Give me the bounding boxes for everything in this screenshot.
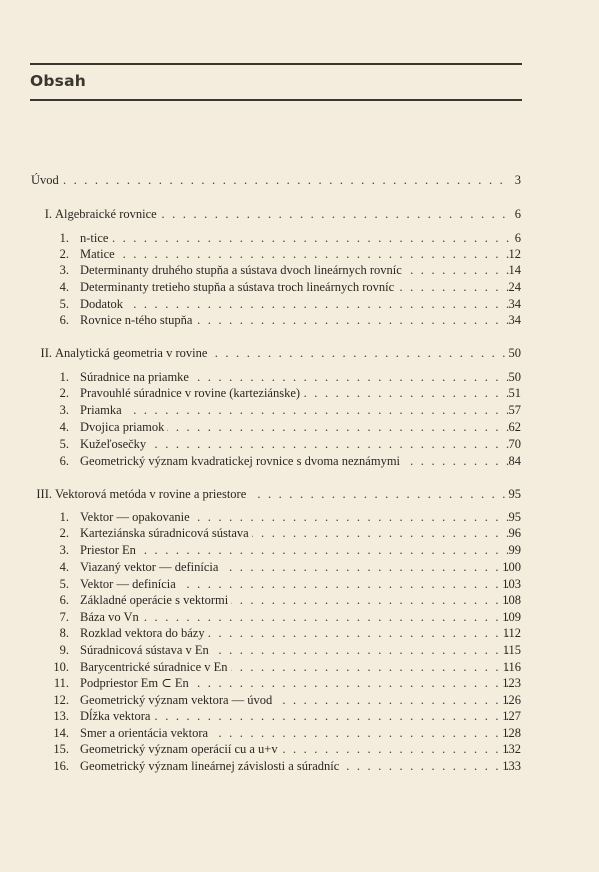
toc-entry-leader xyxy=(80,708,509,724)
toc-entry-leader xyxy=(80,402,509,418)
toc-entry-leader xyxy=(80,625,509,641)
toc-entry-page: 34 xyxy=(508,297,521,311)
toc-entry[interactable] xyxy=(0,525,599,541)
toc-entry-leader xyxy=(80,642,509,658)
toc-entry-title: Geometrický význam operácií cu a u+v xyxy=(80,742,281,756)
toc-entry-page: 128 xyxy=(502,726,521,740)
toc-entry-page: 100 xyxy=(502,560,521,574)
toc-entry-page: 95 xyxy=(508,487,521,501)
toc-entry-title: Základné operácie s vektormi xyxy=(80,593,231,607)
toc-entry[interactable] xyxy=(0,246,599,262)
toc-entry-leader xyxy=(80,741,509,757)
toc-entry[interactable] xyxy=(0,542,599,558)
toc-entry-title: Priamka xyxy=(80,403,125,417)
toc-entry-title: Súradnicová sústava v En xyxy=(80,643,212,657)
toc-entry-page: 70 xyxy=(508,437,521,451)
toc-entry-number: 6. xyxy=(59,313,69,327)
toc-entry-title: Determinanty druhého stupňa a sústava dvoch lineárnych rovníc xyxy=(80,263,405,277)
toc-entry-title: Vektor — definícia xyxy=(80,577,179,591)
toc-entry-title: Geometrický význam vektora — úvod xyxy=(80,693,275,707)
toc-entry[interactable] xyxy=(0,758,599,774)
toc-entry-number: 2. xyxy=(59,386,69,400)
toc-entry-leader xyxy=(80,262,509,278)
toc-entry-title: Rozklad vektora do bázy xyxy=(80,626,208,640)
toc-entry-leader xyxy=(80,369,509,385)
toc-entry-title: Determinanty tretieho stupňa a sústava troch lineárnych rovníc xyxy=(80,280,397,294)
toc-entry[interactable] xyxy=(0,741,599,757)
toc-entry-leader xyxy=(80,758,509,774)
toc-entry[interactable] xyxy=(0,642,599,658)
toc-entry-number: 10. xyxy=(53,660,69,674)
toc-entry-number: 2. xyxy=(59,247,69,261)
toc-entry-title: n-tice xyxy=(80,231,111,245)
toc-entry-page: 103 xyxy=(502,577,521,591)
toc-entry-page: 51 xyxy=(508,386,521,400)
toc-entry-number: II. xyxy=(40,346,52,360)
toc-entry[interactable] xyxy=(0,345,599,361)
toc-entry-page: 133 xyxy=(502,759,521,773)
toc-entry-number: 6. xyxy=(59,454,69,468)
toc-entry-title: Súradnice na priamke xyxy=(80,370,192,384)
toc-entry-page: 6 xyxy=(514,207,521,221)
toc-entry-page: 62 xyxy=(508,420,521,434)
title-rule xyxy=(30,99,522,101)
toc-entry[interactable] xyxy=(0,296,599,312)
toc-entry-title: Pravouhlé súradnice v rovine (karteziánske) xyxy=(80,386,303,400)
toc-entry-title: Úvod xyxy=(31,173,62,187)
toc-entry-title: Dĺžka vektora xyxy=(80,709,153,723)
toc-entry[interactable] xyxy=(0,385,599,401)
toc-entry-number: 4. xyxy=(59,280,69,294)
toc-entry-page: 24 xyxy=(508,280,521,294)
toc-entry-page: 14 xyxy=(508,263,521,277)
toc-entry-page: 6 xyxy=(514,231,521,245)
toc-entry[interactable] xyxy=(0,279,599,295)
toc-entry-title: Analytická geometria v rovine xyxy=(55,346,210,360)
toc-entry-number: 3. xyxy=(59,403,69,417)
toc-entry-leader xyxy=(80,385,509,401)
toc-entry-page: 108 xyxy=(502,593,521,607)
toc-entry-page: 96 xyxy=(508,526,521,540)
toc-entry-page: 112 xyxy=(502,626,521,640)
toc-entry[interactable] xyxy=(0,206,599,222)
toc-entry-page: 115 xyxy=(502,643,521,657)
toc-entry-leader xyxy=(80,692,509,708)
toc-entry-page: 50 xyxy=(508,370,521,384)
toc-entry-leader xyxy=(55,486,509,502)
toc-entry-title: Báza vo Vn xyxy=(80,610,142,624)
toc-entry-page: 57 xyxy=(508,403,521,417)
toc-entry-title: Dodatok xyxy=(80,297,126,311)
toc-entry[interactable] xyxy=(0,625,599,641)
toc-entry-number: 12. xyxy=(53,693,69,707)
toc-entry-title: Podpriestor Em ⊂ En xyxy=(80,676,192,690)
toc-entry-number: 8. xyxy=(59,626,69,640)
toc-entry-page: 99 xyxy=(508,543,521,557)
toc-entry-page: 126 xyxy=(502,693,521,707)
toc-entry-leader xyxy=(80,296,509,312)
toc-entry-number: 5. xyxy=(59,577,69,591)
toc-entry[interactable] xyxy=(0,609,599,625)
toc-entry-leader xyxy=(80,559,509,575)
toc-entry-page: 95 xyxy=(508,510,521,524)
toc-entry-leader xyxy=(80,675,509,691)
toc-entry-page: 116 xyxy=(502,660,521,674)
toc-entry[interactable] xyxy=(0,369,599,385)
toc-entry-number: 15. xyxy=(53,742,69,756)
toc-entry-number: 7. xyxy=(59,610,69,624)
toc-entry-leader xyxy=(80,576,509,592)
toc-entry-leader xyxy=(80,312,509,328)
toc-entry[interactable] xyxy=(0,172,599,188)
toc-entry[interactable] xyxy=(0,708,599,724)
toc-entry-page: 34 xyxy=(508,313,521,327)
top-rule xyxy=(30,63,522,65)
toc-entry-page: 123 xyxy=(502,676,521,690)
toc-entry-number: 1. xyxy=(59,370,69,384)
toc-entry-leader xyxy=(80,609,509,625)
toc-entry[interactable] xyxy=(0,419,599,435)
toc-entry-number: 5. xyxy=(59,437,69,451)
toc-entry[interactable] xyxy=(0,576,599,592)
toc-entry[interactable] xyxy=(0,692,599,708)
toc-entry-title: Viazaný vektor — definícia xyxy=(80,560,221,574)
toc-entry-leader xyxy=(80,509,509,525)
toc-entry-leader xyxy=(80,725,509,741)
toc-entry-number: 6. xyxy=(59,593,69,607)
toc-entry-leader xyxy=(80,419,509,435)
toc-entry-number: 16. xyxy=(53,759,69,773)
toc-entry[interactable] xyxy=(0,312,599,328)
toc-entry-title: Kužeľosečky xyxy=(80,437,149,451)
toc-entry-title: Karteziánska súradnicová sústava xyxy=(80,526,252,540)
toc-entry-leader xyxy=(80,246,509,262)
toc-entry-page: 3 xyxy=(514,173,521,187)
page-title: Obsah xyxy=(30,72,86,90)
toc-entry[interactable] xyxy=(0,559,599,575)
toc-entry-page: 84 xyxy=(508,454,521,468)
toc-entry-leader xyxy=(80,592,509,608)
toc-entry-number: 2. xyxy=(59,526,69,540)
toc-entry-page: 109 xyxy=(502,610,521,624)
toc-entry-number: 3. xyxy=(59,543,69,557)
toc-entry-title: Matice xyxy=(80,247,118,261)
toc-entry-leader xyxy=(55,206,509,222)
toc-entry-leader xyxy=(80,659,509,675)
toc-entry[interactable] xyxy=(0,453,599,469)
toc-entry-leader xyxy=(80,436,509,452)
toc-entry[interactable] xyxy=(0,592,599,608)
toc-entry-leader xyxy=(80,453,509,469)
toc-entry-title: Vektor — opakovanie xyxy=(80,510,193,524)
toc-entry[interactable] xyxy=(0,659,599,675)
toc-entry[interactable] xyxy=(0,402,599,418)
toc-entry-page: 12 xyxy=(508,247,521,261)
toc-entry-number: 3. xyxy=(59,263,69,277)
toc-entry-number: I. xyxy=(44,207,52,221)
toc-entry[interactable] xyxy=(0,509,599,525)
toc-entry[interactable] xyxy=(0,725,599,741)
toc-entry-title: Dvojica priamok xyxy=(80,420,167,434)
toc-entry-page: 50 xyxy=(508,346,521,360)
toc-entry[interactable] xyxy=(0,675,599,691)
toc-entry-leader xyxy=(31,172,509,188)
toc-entry[interactable] xyxy=(0,230,599,246)
toc-entry-page: 127 xyxy=(502,709,521,723)
toc-entry-number: 1. xyxy=(59,231,69,245)
toc-entry-number: 13. xyxy=(53,709,69,723)
toc-entry-title: Barycentrické súradnice v En xyxy=(80,660,231,674)
toc-entry-page: 132 xyxy=(502,742,521,756)
toc-entry-title: Geometrický význam lineárnej závislosti a súradníc xyxy=(80,759,342,773)
toc-entry-number: 4. xyxy=(59,560,69,574)
toc-entry-title: Algebraické rovnice xyxy=(55,207,160,221)
toc-entry[interactable] xyxy=(0,486,599,502)
toc-entry-number: 14. xyxy=(53,726,69,740)
toc-entry-leader xyxy=(55,345,509,361)
toc-entry-number: 1. xyxy=(59,510,69,524)
toc-entry-number: III. xyxy=(36,487,52,501)
toc-entry-leader xyxy=(80,542,509,558)
toc-entry[interactable] xyxy=(0,436,599,452)
toc-entry-title: Rovnice n-tého stupňa xyxy=(80,313,195,327)
toc-entry-title: Smer a orientácia vektora xyxy=(80,726,211,740)
toc-entry-title: Vektorová metóda v rovine a priestore xyxy=(55,487,249,501)
toc-entry-leader xyxy=(80,279,509,295)
toc-entry-title: Priestor En xyxy=(80,543,139,557)
toc-entry-number: 11. xyxy=(53,676,69,690)
toc-entry-number: 5. xyxy=(59,297,69,311)
toc-entry[interactable] xyxy=(0,262,599,278)
toc-entry-number: 9. xyxy=(59,643,69,657)
toc-entry-title: Geometrický význam kvadratickej rovnice s dvoma neznámymi xyxy=(80,454,403,468)
toc-entry-leader xyxy=(80,230,509,246)
toc-entry-leader xyxy=(80,525,509,541)
toc-entry-number: 4. xyxy=(59,420,69,434)
